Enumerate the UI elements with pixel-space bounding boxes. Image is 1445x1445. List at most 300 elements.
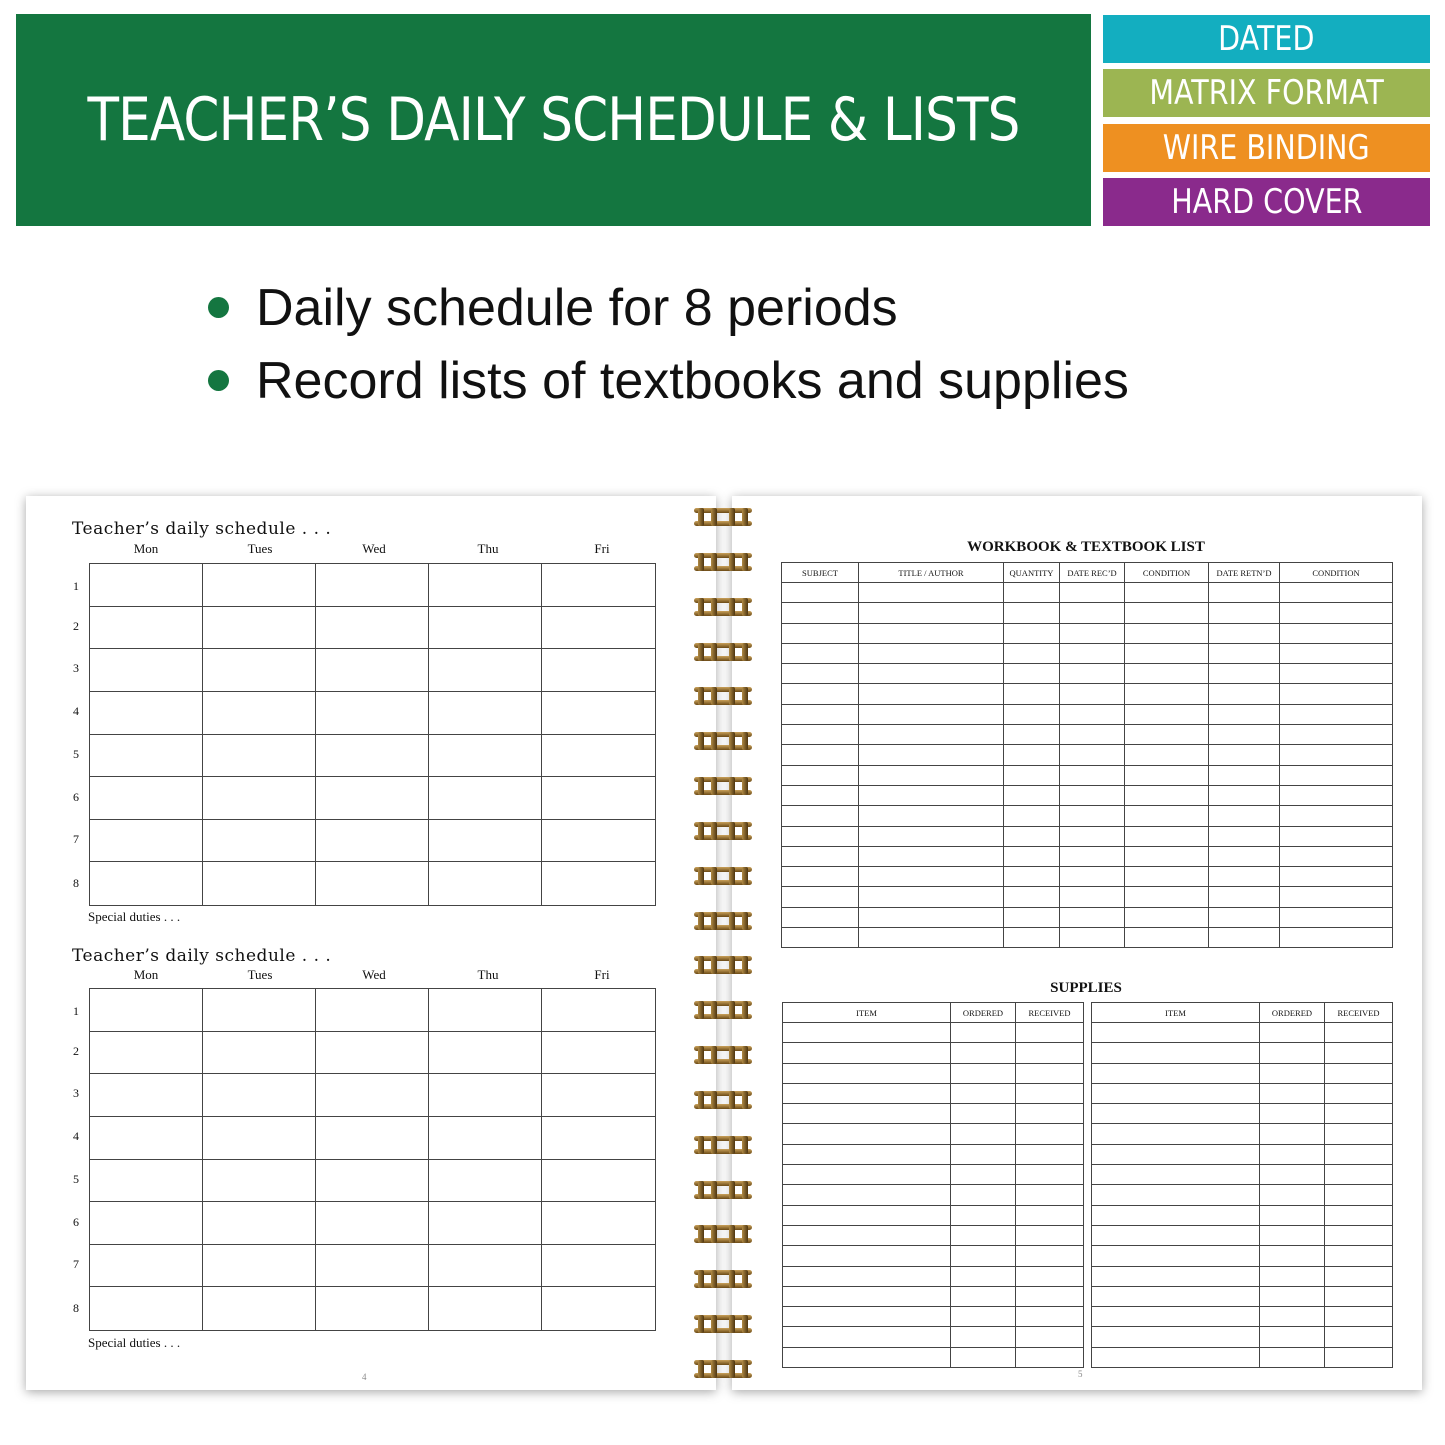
schedule-cell <box>90 1117 203 1160</box>
schedule-cell <box>429 820 542 863</box>
table-row <box>1092 1307 1393 1327</box>
table-cell <box>1004 765 1060 785</box>
schedule-grid <box>89 988 656 1331</box>
table-cell <box>1209 867 1280 887</box>
textbook-table <box>781 562 1393 948</box>
table-cell <box>1004 887 1060 907</box>
table-cell <box>1125 765 1209 785</box>
table-cell <box>1325 1063 1393 1083</box>
schedule-cell <box>429 607 542 650</box>
schedule-cell <box>429 1160 542 1203</box>
special-duties-label: Special duties . . . <box>88 1335 181 1350</box>
table-cell <box>1060 603 1125 623</box>
schedule-cell <box>429 1032 542 1075</box>
table-cell <box>1209 725 1280 745</box>
table-cell <box>1060 745 1125 765</box>
binding-ring-icon <box>694 1136 752 1154</box>
table-cell <box>782 643 859 663</box>
table-cell <box>782 765 859 785</box>
feature-text: Record lists of textbooks and supplies <box>256 352 1129 410</box>
badge-wire-binding <box>1103 124 1430 172</box>
period-number: 4 <box>73 704 79 718</box>
table-cell <box>1280 704 1393 724</box>
table-row <box>782 806 1393 826</box>
table-row <box>783 1063 1084 1083</box>
table-cell <box>859 867 1004 887</box>
schedule-cell <box>203 1245 316 1288</box>
table-cell <box>1260 1225 1325 1245</box>
column-header: DATE RETN’D <box>1209 563 1280 583</box>
table-row <box>782 643 1393 663</box>
table-cell <box>951 1165 1016 1185</box>
table-row <box>783 1205 1084 1225</box>
table-cell <box>1280 684 1393 704</box>
period-number: 5 <box>73 747 79 761</box>
table-cell <box>1280 887 1393 907</box>
table-cell <box>1325 1347 1393 1367</box>
table-cell <box>1280 725 1393 745</box>
table-cell <box>951 1307 1016 1327</box>
schedule-cell <box>316 989 429 1032</box>
table-cell <box>1092 1205 1260 1225</box>
table-cell <box>1260 1083 1325 1103</box>
schedule-cell <box>542 820 655 863</box>
table-row <box>783 1165 1084 1185</box>
table-cell <box>1209 826 1280 846</box>
table-cell <box>1209 583 1280 603</box>
column-header: SUBJECT <box>782 563 859 583</box>
table-cell <box>1125 846 1209 866</box>
table-cell <box>1004 745 1060 765</box>
period-number: 1 <box>73 579 79 593</box>
table-row <box>1092 1266 1393 1286</box>
table-cell <box>951 1225 1016 1245</box>
schedule-cell <box>542 1032 655 1075</box>
schedule-cell <box>429 777 542 820</box>
period-number: 3 <box>73 661 79 675</box>
table-row <box>782 623 1393 643</box>
table-row <box>782 765 1393 785</box>
feature-list <box>200 278 1129 424</box>
table-cell <box>951 1043 1016 1063</box>
table-cell <box>1125 745 1209 765</box>
table-cell <box>951 1023 1016 1043</box>
binding-ring-icon <box>694 508 752 526</box>
table-cell <box>951 1205 1016 1225</box>
table-cell <box>782 907 859 927</box>
schedule-cell <box>316 862 429 905</box>
table-cell <box>1260 1023 1325 1043</box>
table-cell <box>859 846 1004 866</box>
schedule-cell <box>316 692 429 735</box>
binding-ring-icon <box>694 1225 752 1243</box>
table-cell <box>783 1023 951 1043</box>
binding-ring-icon <box>694 867 752 885</box>
schedule-cell <box>203 1287 316 1330</box>
schedule-cell <box>316 564 429 607</box>
table-row <box>1092 1347 1393 1367</box>
table-cell <box>859 907 1004 927</box>
column-header: ORDERED <box>951 1003 1016 1023</box>
table-cell <box>1004 725 1060 745</box>
schedule-cell <box>90 989 203 1032</box>
table-cell <box>1125 785 1209 805</box>
table-cell <box>951 1104 1016 1124</box>
banner-title: TEACHER’S DAILY SCHEDULE & LISTS <box>87 85 1020 155</box>
table-cell <box>1060 684 1125 704</box>
schedule-cell <box>316 1202 429 1245</box>
table-cell <box>1125 603 1209 623</box>
feature-text: Daily schedule for 8 periods <box>256 279 898 337</box>
table-cell <box>1060 765 1125 785</box>
table-row <box>1092 1327 1393 1347</box>
table-cell <box>1125 806 1209 826</box>
schedule-cell <box>90 649 203 692</box>
schedule-cell <box>203 1032 316 1075</box>
schedule-cell <box>90 692 203 735</box>
table-cell <box>1325 1023 1393 1043</box>
table-cell <box>1325 1104 1393 1124</box>
schedule-cell <box>429 649 542 692</box>
schedule-cell <box>542 564 655 607</box>
table-cell <box>1092 1165 1260 1185</box>
schedule-cell <box>429 1117 542 1160</box>
table-cell <box>1004 785 1060 805</box>
table-cell <box>859 745 1004 765</box>
table-cell <box>951 1266 1016 1286</box>
table-cell <box>1125 684 1209 704</box>
table-cell <box>1060 846 1125 866</box>
binding-ring-icon <box>694 1091 752 1109</box>
table-cell <box>1280 846 1393 866</box>
table-cell <box>951 1063 1016 1083</box>
page-number: 5 <box>1078 1369 1083 1379</box>
table-row <box>1092 1063 1393 1083</box>
badge-dated <box>1103 15 1430 63</box>
table-row <box>783 1266 1084 1286</box>
table-cell <box>1016 1083 1084 1103</box>
table-cell <box>1016 1124 1084 1144</box>
table-cell <box>1280 806 1393 826</box>
table-row <box>782 704 1393 724</box>
table-cell <box>1325 1266 1393 1286</box>
table-row <box>783 1104 1084 1124</box>
title-banner <box>16 14 1091 226</box>
day-label: Thu <box>477 967 499 982</box>
table-cell <box>782 664 859 684</box>
schedule-cell <box>542 1245 655 1288</box>
table-cell <box>783 1104 951 1124</box>
supplies-table <box>782 1002 1084 1368</box>
table-cell <box>1016 1347 1084 1367</box>
table-cell <box>1280 664 1393 684</box>
table-cell <box>783 1286 951 1306</box>
table-cell <box>951 1246 1016 1266</box>
schedule-cell <box>316 1160 429 1203</box>
table-cell <box>1060 664 1125 684</box>
table-row <box>782 583 1393 603</box>
table-row <box>782 603 1393 623</box>
table-cell <box>783 1043 951 1063</box>
table-cell <box>1260 1043 1325 1063</box>
table-cell <box>782 725 859 745</box>
table-row <box>1092 1144 1393 1164</box>
table-cell <box>783 1225 951 1245</box>
table-row <box>1092 1246 1393 1266</box>
binding-ring-icon <box>694 643 752 661</box>
schedule-cell <box>203 777 316 820</box>
table-cell <box>1004 704 1060 724</box>
table-cell <box>1260 1124 1325 1144</box>
table-cell <box>859 725 1004 745</box>
schedule-cell <box>429 1202 542 1245</box>
table-cell <box>1260 1286 1325 1306</box>
table-cell <box>783 1347 951 1367</box>
table-cell <box>782 846 859 866</box>
schedule-cell <box>316 1032 429 1075</box>
schedule-cell <box>542 1287 655 1330</box>
table-cell <box>1209 745 1280 765</box>
table-cell <box>1209 785 1280 805</box>
table-row <box>782 928 1393 948</box>
table-cell <box>1016 1266 1084 1286</box>
table-row <box>783 1246 1084 1266</box>
period-number: 7 <box>73 832 79 846</box>
table-cell <box>1060 826 1125 846</box>
binding-ring-icon <box>694 912 752 930</box>
table-cell <box>1209 664 1280 684</box>
table-row <box>1092 1165 1393 1185</box>
table-cell <box>1016 1327 1084 1347</box>
table-cell <box>1092 1307 1260 1327</box>
schedule-cell <box>542 1160 655 1203</box>
table-cell <box>1092 1327 1260 1347</box>
table-cell <box>1004 583 1060 603</box>
table-cell <box>1060 806 1125 826</box>
table-row <box>1092 1104 1393 1124</box>
badge-label: MATRIX FORMAT <box>1149 73 1384 113</box>
table-cell <box>1125 643 1209 663</box>
schedule-cell <box>429 1074 542 1117</box>
schedule-cell <box>203 649 316 692</box>
table-cell <box>1280 745 1393 765</box>
schedule-cell <box>90 1287 203 1330</box>
table-cell <box>1060 887 1125 907</box>
table-cell <box>1325 1205 1393 1225</box>
table-cell <box>951 1124 1016 1144</box>
table-cell <box>1016 1144 1084 1164</box>
binding-ring-icon <box>694 1360 752 1378</box>
table-cell <box>782 623 859 643</box>
schedule-cell <box>203 564 316 607</box>
table-cell <box>859 643 1004 663</box>
table-cell <box>1004 643 1060 663</box>
binding-ring-icon <box>694 1315 752 1333</box>
table-cell <box>1260 1104 1325 1124</box>
table-cell <box>951 1144 1016 1164</box>
table-cell <box>859 887 1004 907</box>
schedule-cell <box>316 1245 429 1288</box>
column-header: RECEIVED <box>1016 1003 1084 1023</box>
table-row <box>1092 1023 1393 1043</box>
table-cell <box>782 887 859 907</box>
table-row <box>783 1185 1084 1205</box>
table-cell <box>859 623 1004 643</box>
table-cell <box>1325 1307 1393 1327</box>
schedule-cell <box>90 862 203 905</box>
table-cell <box>783 1165 951 1185</box>
planner-page-left <box>26 496 716 1390</box>
table-cell <box>1260 1063 1325 1083</box>
table-row <box>783 1043 1084 1063</box>
table-cell <box>782 603 859 623</box>
table-row <box>783 1124 1084 1144</box>
period-number: 4 <box>73 1129 79 1143</box>
binding-ring-icon <box>694 732 752 750</box>
schedule-cell <box>203 1160 316 1203</box>
day-label: Tues <box>247 967 273 982</box>
schedule-cell <box>429 862 542 905</box>
table-cell <box>1004 826 1060 846</box>
table-cell <box>859 785 1004 805</box>
table-row <box>1092 1225 1393 1245</box>
table-row <box>782 826 1393 846</box>
table-cell <box>859 684 1004 704</box>
table-row <box>1092 1185 1393 1205</box>
period-number: 8 <box>73 1301 79 1315</box>
schedule-cell <box>90 735 203 778</box>
table-cell <box>1125 867 1209 887</box>
table-cell <box>1280 785 1393 805</box>
day-label: Mon <box>133 541 159 556</box>
table-cell <box>1260 1266 1325 1286</box>
schedule-cell <box>316 649 429 692</box>
table-cell <box>1092 1063 1260 1083</box>
table-cell <box>1280 928 1393 948</box>
table-cell <box>1125 725 1209 745</box>
supplies-table <box>1091 1002 1393 1368</box>
day-label: Tues <box>247 541 273 556</box>
table-cell <box>782 867 859 887</box>
planner-page-right <box>732 496 1422 1390</box>
table-cell <box>1004 684 1060 704</box>
table-cell <box>1125 928 1209 948</box>
table-row <box>782 867 1393 887</box>
column-header: RECEIVED <box>1325 1003 1393 1023</box>
table-cell <box>1016 1165 1084 1185</box>
table-cell <box>1092 1043 1260 1063</box>
table-cell <box>1325 1246 1393 1266</box>
schedule-cell <box>203 1117 316 1160</box>
table-cell <box>1092 1023 1260 1043</box>
table-cell <box>1209 704 1280 724</box>
table-cell <box>1016 1104 1084 1124</box>
table-cell <box>1325 1327 1393 1347</box>
table-cell <box>1004 907 1060 927</box>
day-label: Fri <box>594 967 610 982</box>
binding-ring-icon <box>694 553 752 571</box>
textbook-list-title: WORKBOOK & TEXTBOOK LIST <box>967 539 1205 555</box>
table-cell <box>951 1286 1016 1306</box>
day-label: Fri <box>594 541 610 556</box>
binding-ring-icon <box>694 1001 752 1019</box>
schedule-cell <box>203 820 316 863</box>
table-cell <box>1325 1144 1393 1164</box>
schedule-cell <box>90 1245 203 1288</box>
table-cell <box>859 664 1004 684</box>
table-row <box>782 745 1393 765</box>
schedule-cell <box>429 1287 542 1330</box>
table-cell <box>783 1246 951 1266</box>
table-cell <box>1260 1144 1325 1164</box>
schedule-cell <box>316 735 429 778</box>
badge-label: HARD COVER <box>1170 182 1363 222</box>
table-row <box>783 1023 1084 1043</box>
table-cell <box>1060 725 1125 745</box>
column-header: DATE REC’D <box>1060 563 1125 583</box>
bullet-dot-icon <box>208 370 229 391</box>
table-cell <box>1092 1083 1260 1103</box>
table-cell <box>1280 765 1393 785</box>
table-cell <box>1125 623 1209 643</box>
table-cell <box>1125 583 1209 603</box>
table-cell <box>859 583 1004 603</box>
table-cell <box>1060 785 1125 805</box>
table-cell <box>782 806 859 826</box>
table-cell <box>1280 867 1393 887</box>
table-row <box>783 1083 1084 1103</box>
table-cell <box>1209 684 1280 704</box>
table-cell <box>1280 826 1393 846</box>
schedule-cell <box>429 692 542 735</box>
table-cell <box>1325 1286 1393 1306</box>
binding-ring-icon <box>694 598 752 616</box>
page-number: 4 <box>362 1372 367 1382</box>
period-number: 5 <box>73 1172 79 1186</box>
table-row <box>783 1347 1084 1367</box>
table-row <box>782 846 1393 866</box>
table-cell <box>1016 1225 1084 1245</box>
table-cell <box>1280 643 1393 663</box>
table-cell <box>1016 1307 1084 1327</box>
table-cell <box>1125 664 1209 684</box>
schedule-cell <box>203 607 316 650</box>
schedule-cell <box>90 1160 203 1203</box>
table-cell <box>1092 1124 1260 1144</box>
supplies-header-row <box>1092 1003 1393 1023</box>
table-cell <box>1004 603 1060 623</box>
schedule-cell <box>542 1117 655 1160</box>
table-cell <box>1209 623 1280 643</box>
table-cell <box>783 1144 951 1164</box>
binding-ring-icon <box>694 777 752 795</box>
badge-matrix-format <box>1103 69 1430 117</box>
table-row <box>782 684 1393 704</box>
schedule-cell <box>316 1117 429 1160</box>
column-header: TITLE / AUTHOR <box>859 563 1004 583</box>
table-cell <box>1092 1225 1260 1245</box>
table-cell <box>783 1124 951 1144</box>
supplies-header-row <box>783 1003 1084 1023</box>
table-cell <box>1125 826 1209 846</box>
table-cell <box>1092 1144 1260 1164</box>
table-cell <box>1325 1225 1393 1245</box>
period-number: 3 <box>73 1086 79 1100</box>
table-cell <box>783 1307 951 1327</box>
schedule-grid <box>89 563 656 906</box>
table-cell <box>1325 1124 1393 1144</box>
period-number: 1 <box>73 1004 79 1018</box>
